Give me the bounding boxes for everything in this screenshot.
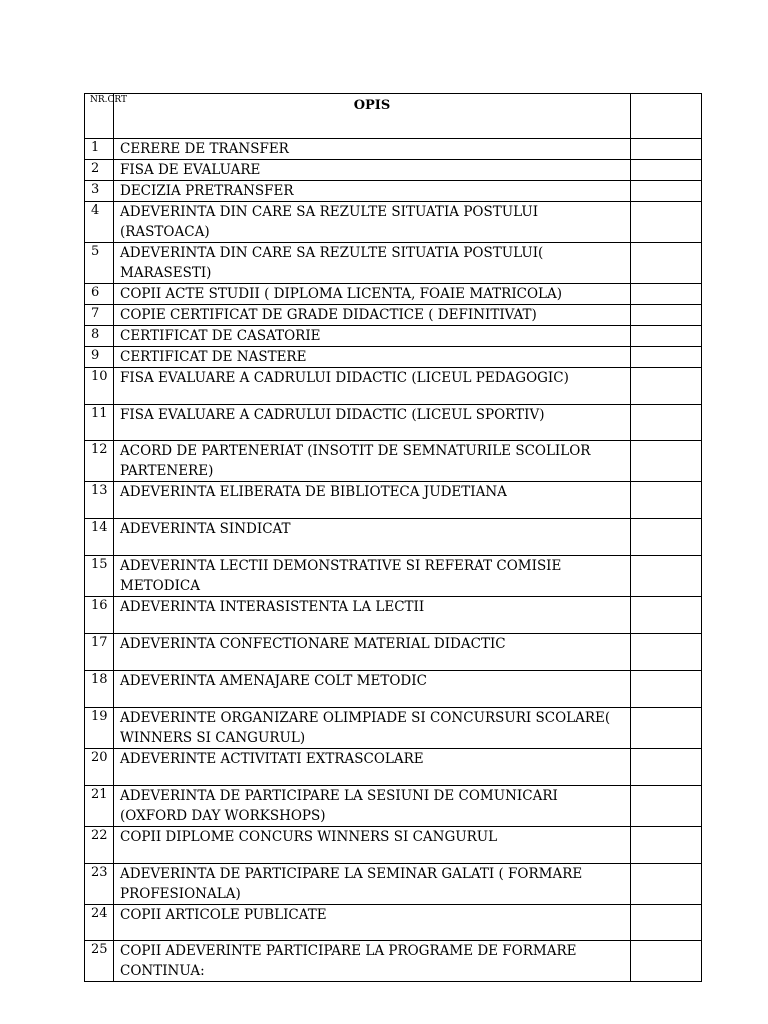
row-number: 1: [85, 139, 114, 160]
row-extra-cell: [631, 482, 702, 519]
row-extra-cell: [631, 181, 702, 202]
row-number: 19: [85, 708, 114, 749]
row-extra-cell: [631, 347, 702, 368]
row-description: FISA DE EVALUARE: [114, 160, 631, 181]
row-extra-cell: [631, 905, 702, 941]
table-row: [85, 941, 702, 982]
table-row: [85, 347, 702, 368]
table-row: [85, 634, 702, 671]
row-extra-cell: [631, 368, 702, 405]
row-description: ADEVERINTA LECTII DEMONSTRATIVE SI REFERAT COMISIE METODICA: [114, 556, 631, 597]
table-row: [85, 305, 702, 326]
row-number: 12: [85, 441, 114, 482]
table-row: [85, 597, 702, 634]
row-extra-cell: [631, 202, 702, 243]
row-number: 17: [85, 634, 114, 671]
row-number: 15: [85, 556, 114, 597]
row-extra-cell: [631, 305, 702, 326]
row-number: 10: [85, 368, 114, 405]
table-row: [85, 284, 702, 305]
row-number: 20: [85, 749, 114, 786]
row-extra-cell: [631, 405, 702, 441]
row-description: CERTIFICAT DE CASATORIE: [114, 326, 631, 347]
row-number: 9: [85, 347, 114, 368]
table-row: [85, 368, 702, 405]
table-row: [85, 519, 702, 556]
row-number: 11: [85, 405, 114, 441]
row-description: ADEVERINTA DIN CARE SA REZULTE SITUATIA POSTULUI (RASTOACA): [114, 202, 631, 243]
table-row: [85, 708, 702, 749]
row-extra-cell: [631, 827, 702, 864]
row-description: ADEVERINTA SINDICAT: [114, 519, 631, 556]
row-extra-cell: [631, 671, 702, 708]
row-description: COPII DIPLOME CONCURS WINNERS SI CANGURUL: [114, 827, 631, 864]
row-extra-cell: [631, 243, 702, 284]
row-number: 25: [85, 941, 114, 982]
row-number: 2: [85, 160, 114, 181]
row-description: CERERE DE TRANSFER: [114, 139, 631, 160]
row-description: FISA EVALUARE A CADRULUI DIDACTIC (LICEUL PEDAGOGIC): [114, 368, 631, 405]
row-number: 21: [85, 786, 114, 827]
table-row: [85, 139, 702, 160]
row-description: ACORD DE PARTENERIAT (INSOTIT DE SEMNATURILE SCOLILOR PARTENERE): [114, 441, 631, 482]
row-number: 8: [85, 326, 114, 347]
table-row: [85, 749, 702, 786]
row-number: 23: [85, 864, 114, 905]
row-extra-cell: [631, 160, 702, 181]
row-description: FISA EVALUARE A CADRULUI DIDACTIC (LICEUL SPORTIV): [114, 405, 631, 441]
row-description: ADEVERINTA CONFECTIONARE MATERIAL DIDACTIC: [114, 634, 631, 671]
row-description: DECIZIA PRETRANSFER: [114, 181, 631, 202]
row-description: ADEVERINTA DIN CARE SA REZULTE SITUATIA POSTULUI( MARASESTI): [114, 243, 631, 284]
row-number: 6: [85, 284, 114, 305]
table-row: [85, 405, 702, 441]
table-row: [85, 243, 702, 284]
row-description: ADEVERINTA DE PARTICIPARE LA SESIUNI DE COMUNICARI (OXFORD DAY WORKSHOPS): [114, 786, 631, 827]
row-extra-cell: [631, 786, 702, 827]
table-row: [85, 441, 702, 482]
row-number: 5: [85, 243, 114, 284]
extra-header-cell: [631, 94, 702, 139]
row-number: 4: [85, 202, 114, 243]
row-description: ADEVERINTA DE PARTICIPARE LA SEMINAR GALATI ( FORMARE PROFESIONALA): [114, 864, 631, 905]
table-row: [85, 326, 702, 347]
table-row: [85, 864, 702, 905]
row-extra-cell: [631, 284, 702, 305]
table-row: [85, 827, 702, 864]
table-row: [85, 786, 702, 827]
row-extra-cell: [631, 556, 702, 597]
row-number: 13: [85, 482, 114, 519]
row-number: 22: [85, 827, 114, 864]
row-extra-cell: [631, 441, 702, 482]
table-row: [85, 181, 702, 202]
row-number: 18: [85, 671, 114, 708]
row-extra-cell: [631, 864, 702, 905]
row-description: COPII ADEVERINTE PARTICIPARE LA PROGRAME DE FORMARE CONTINUA:: [114, 941, 631, 982]
row-number: 16: [85, 597, 114, 634]
table-row: [85, 905, 702, 941]
row-extra-cell: [631, 941, 702, 982]
row-extra-cell: [631, 519, 702, 556]
row-description: CERTIFICAT DE NASTERE: [114, 347, 631, 368]
table-row: [85, 482, 702, 519]
table-row: [85, 202, 702, 243]
row-description: ADEVERINTE ORGANIZARE OLIMPIADE SI CONCURSURI SCOLARE( WINNERS SI CANGURUL): [114, 708, 631, 749]
table-row: [85, 556, 702, 597]
row-extra-cell: [631, 139, 702, 160]
row-number: 3: [85, 181, 114, 202]
row-description: COPIE CERTIFICAT DE GRADE DIDACTICE ( DEFINITIVAT): [114, 305, 631, 326]
row-number: 14: [85, 519, 114, 556]
row-number: 24: [85, 905, 114, 941]
opis-table: [84, 93, 702, 982]
row-description: COPII ARTICOLE PUBLICATE: [114, 905, 631, 941]
row-extra-cell: [631, 326, 702, 347]
opis-title: OPIS: [114, 94, 631, 139]
table-row: [85, 671, 702, 708]
nr-crt-header: NR.CRT: [85, 94, 114, 139]
row-description: ADEVERINTA INTERASISTENTA LA LECTII: [114, 597, 631, 634]
row-extra-cell: [631, 597, 702, 634]
row-description: ADEVERINTA ELIBERATA DE BIBLIOTECA JUDETIANA: [114, 482, 631, 519]
row-extra-cell: [631, 708, 702, 749]
row-extra-cell: [631, 749, 702, 786]
row-description: ADEVERINTE ACTIVITATI EXTRASCOLARE: [114, 749, 631, 786]
row-extra-cell: [631, 634, 702, 671]
table-row: [85, 160, 702, 181]
table-header-row: [85, 94, 702, 139]
row-description: ADEVERINTA AMENAJARE COLT METODIC: [114, 671, 631, 708]
row-number: 7: [85, 305, 114, 326]
row-description: COPII ACTE STUDII ( DIPLOMA LICENTA, FOAIE MATRICOLA): [114, 284, 631, 305]
